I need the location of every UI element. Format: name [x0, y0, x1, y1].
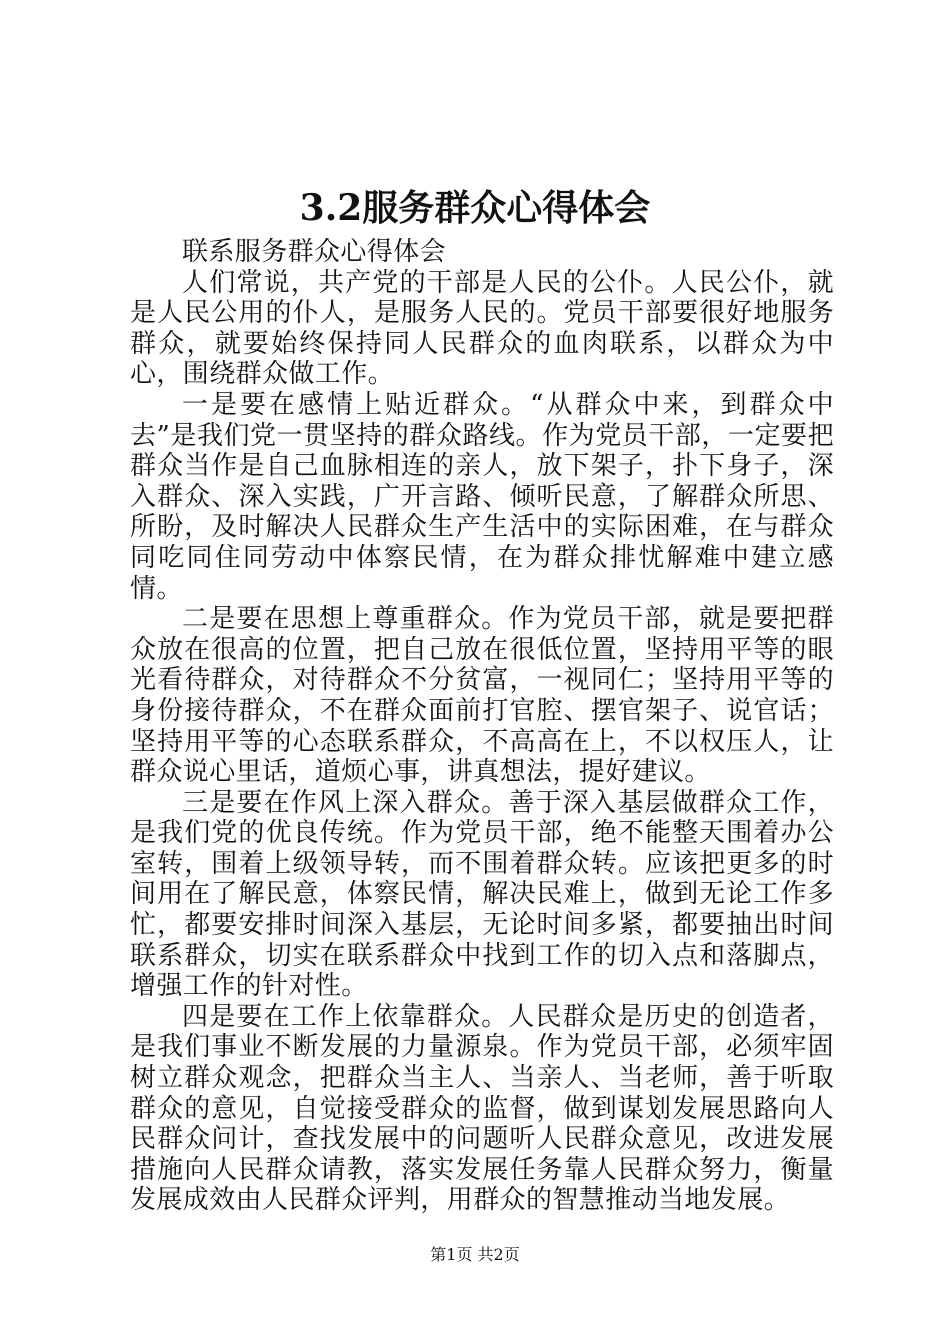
body-paragraph: 四是要在工作上依靠群众。人民群众是历史的创造者，是我们事业不断发展的力量源泉。作为党员干部，必须牢固树立群众观念，把群众当主人、当亲人、当老师，善于听取群众的意见，自觉接受群众的监督，做到谋划发展思路向人民群众问计，查找发展中的问题听人民群众意见，改进发展措施向人民群众请教，落实发展任务靠人民群众努力，衡量发展成效由人民群众评判，用群众的智慧推动当地发展。 — [130, 1001, 834, 1216]
subtitle-paragraph: 联系服务群众心得体会 — [182, 237, 447, 267]
body-paragraph: 三是要在作风上深入群众。善于深入基层做群众工作，是我们党的优良传统。作为党员干部，绝不能整天围着办公室转，围着上级领导转，而不围着群众转。应该把更多的时间用在了解民意，体察民情，解决民难上，做到无论工作多忙，都要安排时间深入基层，无论时间多紧，都要抽出时间联系群众，切实在联系群众中找到工作的切入点和落脚点，增强工作的针对性。 — [130, 787, 834, 1002]
document-title: 3.2服务群众心得体会 — [299, 187, 651, 229]
body-paragraph: 一是要在感情上贴近群众。“从群众中来，到群众中去”是我们党一贯坚持的群众路线。作为党员干部，一定要把群众当作是自己血脉相连的亲人，放下架子，扑下身子，深入群众、深入实践，广开言路、倾听民意，了解群众所思、所盼，及时解决人民群众生产生活中的实际困难，在与群众同吃同住同劳动中体察民情，在为群众排忧解难中建立感情。 — [130, 389, 834, 604]
body-paragraph: 人们常说，共产党的干部是人民的公仆。人民公仆，就是人民公用的仆人，是服务人民的。党员干部要很好地服务群众，就要始终保持同人民群众的血肉联系，以群众为中心，围绕群众做工作。 — [130, 267, 834, 390]
document-body — [130, 237, 834, 1216]
body-paragraph: 二是要在思想上尊重群众。作为党员干部，就是要把群众放在很高的位置，把自己放在很低位置，坚持用平等的眼光看待群众，对待群众不分贫富，一视同仁；坚持用平等的身份接待群众，不在群众面前打官腔、摆官架子、说官话；坚持用平等的心态联系群众，不高高在上，不以权压人，让群众说心里话，道烦心事，讲真想法，提好建议。 — [130, 604, 834, 788]
page-number-footer: 第1页 共2页 — [430, 1245, 520, 1264]
